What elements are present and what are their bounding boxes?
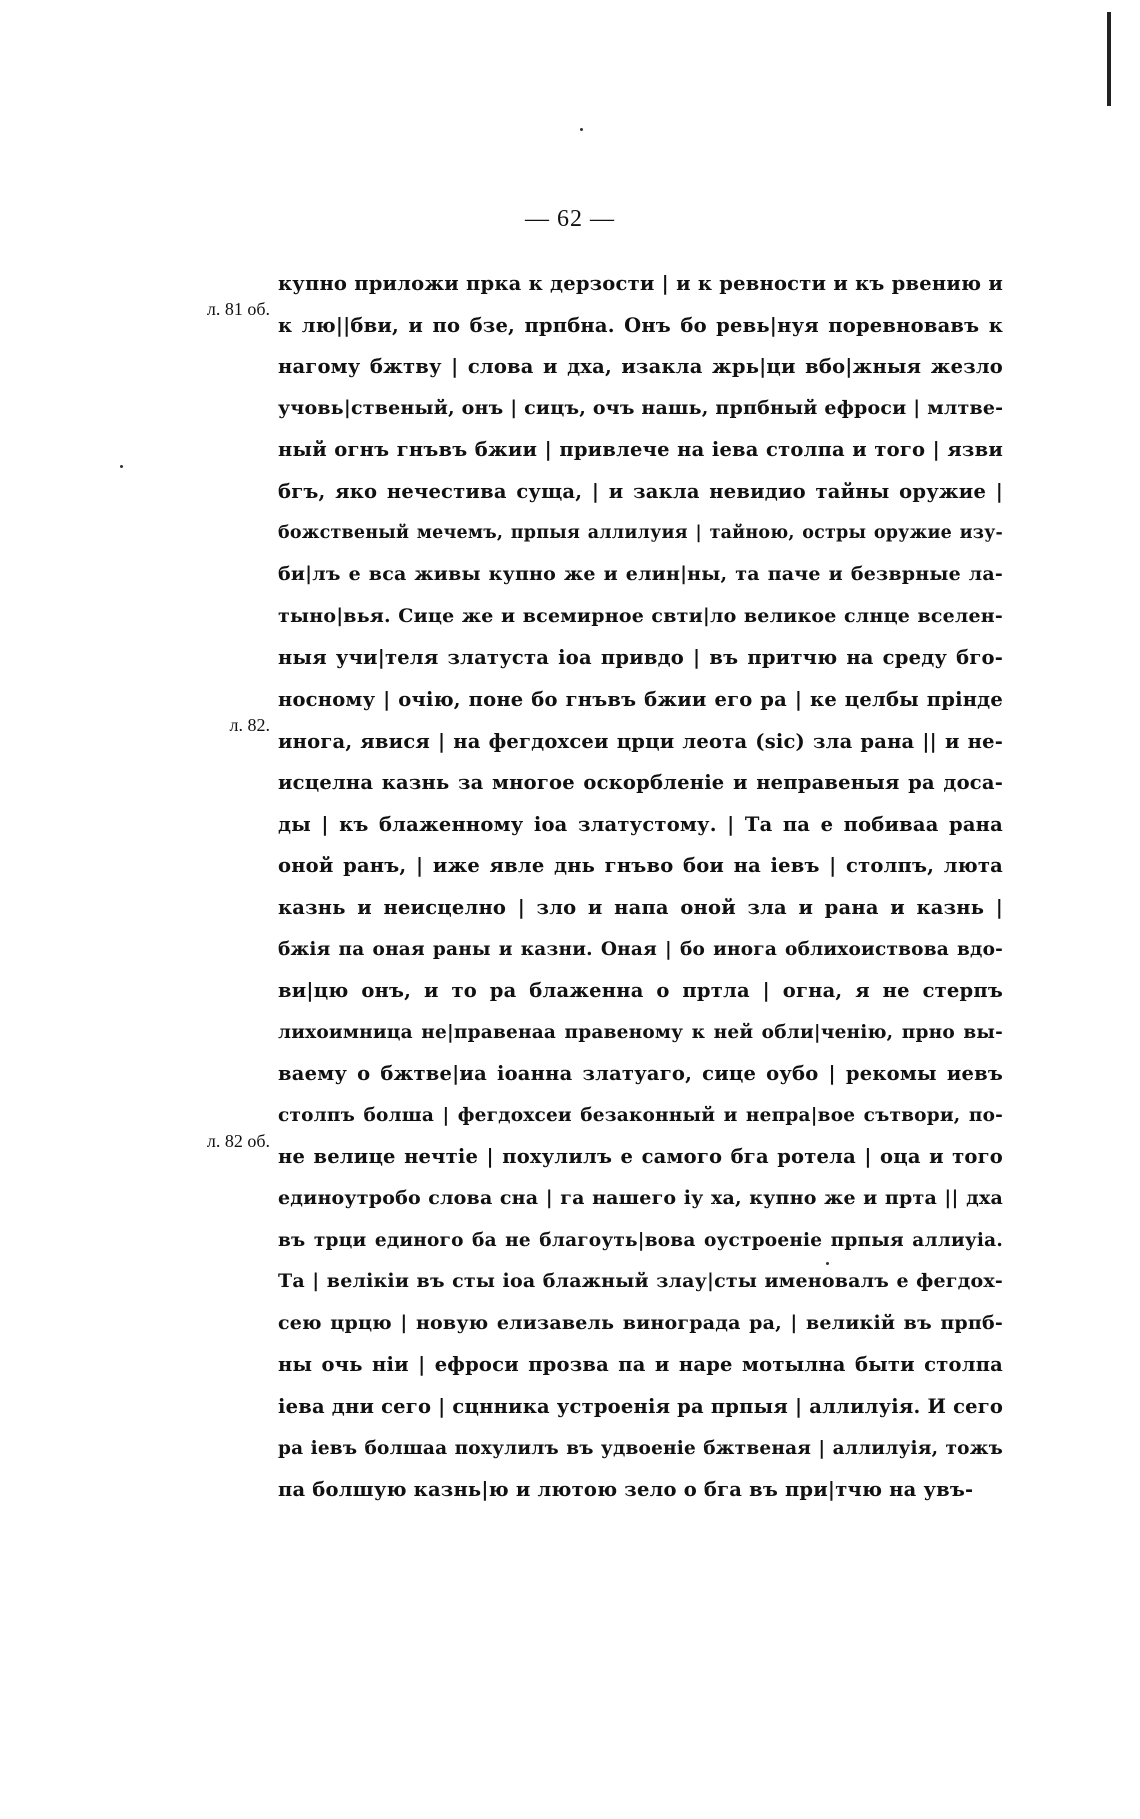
text-line: би|лъ е вса живы купно же и елин|ны, та паче и безврные ла-	[278, 563, 1003, 586]
text-line: инога, явися | на фегдохсеи црци леота (sic) зла рана || и не-	[278, 729, 1003, 753]
text-line: исцелна казнь за многое оскорбленіе и неправеныя ра доса-	[278, 771, 1003, 795]
text-line: сею црцю | новую елизавель винограда ра, | великій въ прпб-	[278, 1311, 1003, 1334]
text-line: божственый мечемъ, прпыя аллилуия | тайною, остры оружие изу-	[278, 522, 1003, 543]
text-line: столпъ болша | фегдохсеи безаконный и непра|вое сътвори, по-	[278, 1104, 1003, 1126]
margin-note-folio: л. 82 об.	[206, 1131, 270, 1151]
text-line: въ трци единого ба не благоуть|вова оустроеніе прпыя аллиуіа.	[278, 1229, 1003, 1251]
text-line: па болшую казнь|ю и лютою зело о бга въ при|тчю на увъ-	[278, 1478, 974, 1502]
text-line: ви|цю онъ, и то ра блаженна о пртла | огна, я не стерпъ	[278, 979, 1003, 1003]
text-line: ра іевъ болшаа похулилъ въ удвоеніе бжтвеная | аллилуія, тожъ	[278, 1437, 1003, 1459]
text-line: не велице нечтіе | похулилъ е самого бга ротела | оца и того	[278, 1145, 1003, 1169]
text-line: к лю||бви, и по бзе, прпбна. Онъ бо ревь|нуя поревновавъ к	[278, 313, 1003, 337]
text-line: ваему о бжтве|иа іоанна златуаго, сице оубо | рекомы иевъ	[278, 1062, 1003, 1086]
print-speck	[120, 465, 123, 468]
text-line: бгъ, яко нечестива суща, | и закла невидио тайны оружие |	[278, 479, 1003, 503]
text-line: казнь и неисцелно | зло и напа оной зла и рана и казнь |	[278, 895, 1003, 919]
text-line: учовь|ственый, онъ | сицъ, очъ нашь, прпбный ефроси | млтве-	[278, 396, 1003, 419]
text-line: тыно|вья. Сице же и всемирное свти|ло великое слнце вселен-	[278, 604, 1003, 627]
text-line: единоутробо слова сна | га нашего іу ха, купно же и прта || дха	[278, 1187, 1003, 1210]
text-line: ны очь ніи | ефроси прозва па и наре мотылна быти столпа	[278, 1353, 1003, 1377]
margin-note-folio: л. 82.	[229, 715, 270, 735]
text-line: Та | велікіи въ сты іоа блажный злау|сты именовалъ е фегдох-	[278, 1270, 1003, 1293]
margin-note-folio: л. 81 об.	[206, 299, 270, 319]
page-edge-mark	[1107, 12, 1111, 106]
text-line: бжія па оная раны и казни. Оная | бо инога облихоиствова вдо-	[278, 938, 1003, 960]
text-line: лихоимница не|правенаа правеному к ней обли|ченію, прно вы-	[278, 1021, 1003, 1043]
print-speck	[580, 128, 583, 131]
text-line: ды | къ блаженному іоа златустому. | Та па е побиваа рана	[278, 812, 1003, 836]
text-line: ныя учи|теля златуста іоа привдо | въ притчю на среду бго-	[278, 646, 1003, 670]
text-line: іева дни сего | сцнника устроенія ра прпыя | аллилуія. И сего	[278, 1395, 1003, 1419]
text-line: купно приложи прка к дерзости | и к ревности и къ рвению и	[278, 272, 1003, 295]
text-line: ный огнъ гнъвъ бжии | привлече на іева столпа и того | язви	[278, 438, 1003, 462]
body-text	[278, 263, 1003, 1511]
text-line: нагому бжтву | слова и дха, изакла жрь|ци вбо|жныя жезло	[278, 355, 1003, 379]
page-number: — 62 —	[525, 206, 615, 232]
text-line: оной ранъ, | иже явле днь гнъво бои на іевъ | столпъ, люта	[278, 854, 1003, 878]
text-line: носному | очію, поне бо гнъвъ бжии его ра | ке целбы прінде	[278, 687, 1003, 711]
